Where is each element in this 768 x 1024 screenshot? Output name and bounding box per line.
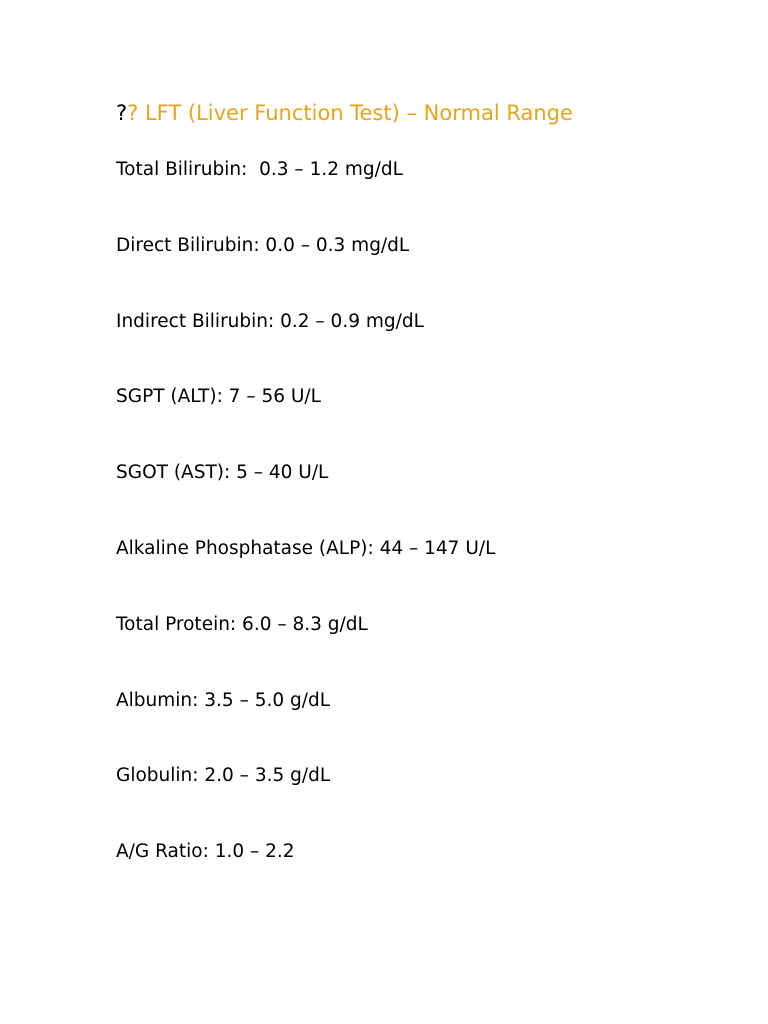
range-entry-sgpt: SGPT (ALT): 7 – 56 U/L [116, 386, 321, 408]
range-entry-globulin: Globulin: 2.0 – 3.5 g/dL [116, 765, 331, 787]
range-entry-alp: Alkaline Phosphatase (ALP): 44 – 147 U/L [116, 537, 496, 559]
range-entry-albumin: Albumin: 3.5 – 5.0 g/dL [116, 689, 331, 711]
title-lead-glyph: ? [116, 101, 128, 125]
document-title [116, 99, 573, 127]
range-entry-ag-ratio: A/G Ratio: 1.0 – 2.2 [116, 841, 295, 863]
range-entry-total-protein: Total Protein: 6.0 – 8.3 g/dL [116, 613, 368, 635]
reference-range-list [116, 157, 495, 915]
range-entry-indirect-bilirubin: Indirect Bilirubin: 0.2 – 0.9 mg/dL [116, 310, 424, 332]
title-text: ? LFT (Liver Function Test) – Normal Range [127, 101, 573, 125]
range-entry-direct-bilirubin: Direct Bilirubin: 0.0 – 0.3 mg/dL [116, 234, 410, 256]
range-entry-total-bilirubin: Total Bilirubin: 0.3 – 1.2 mg/dL [116, 159, 403, 180]
range-entry-sgot: SGOT (AST): 5 – 40 U/L [116, 462, 329, 484]
